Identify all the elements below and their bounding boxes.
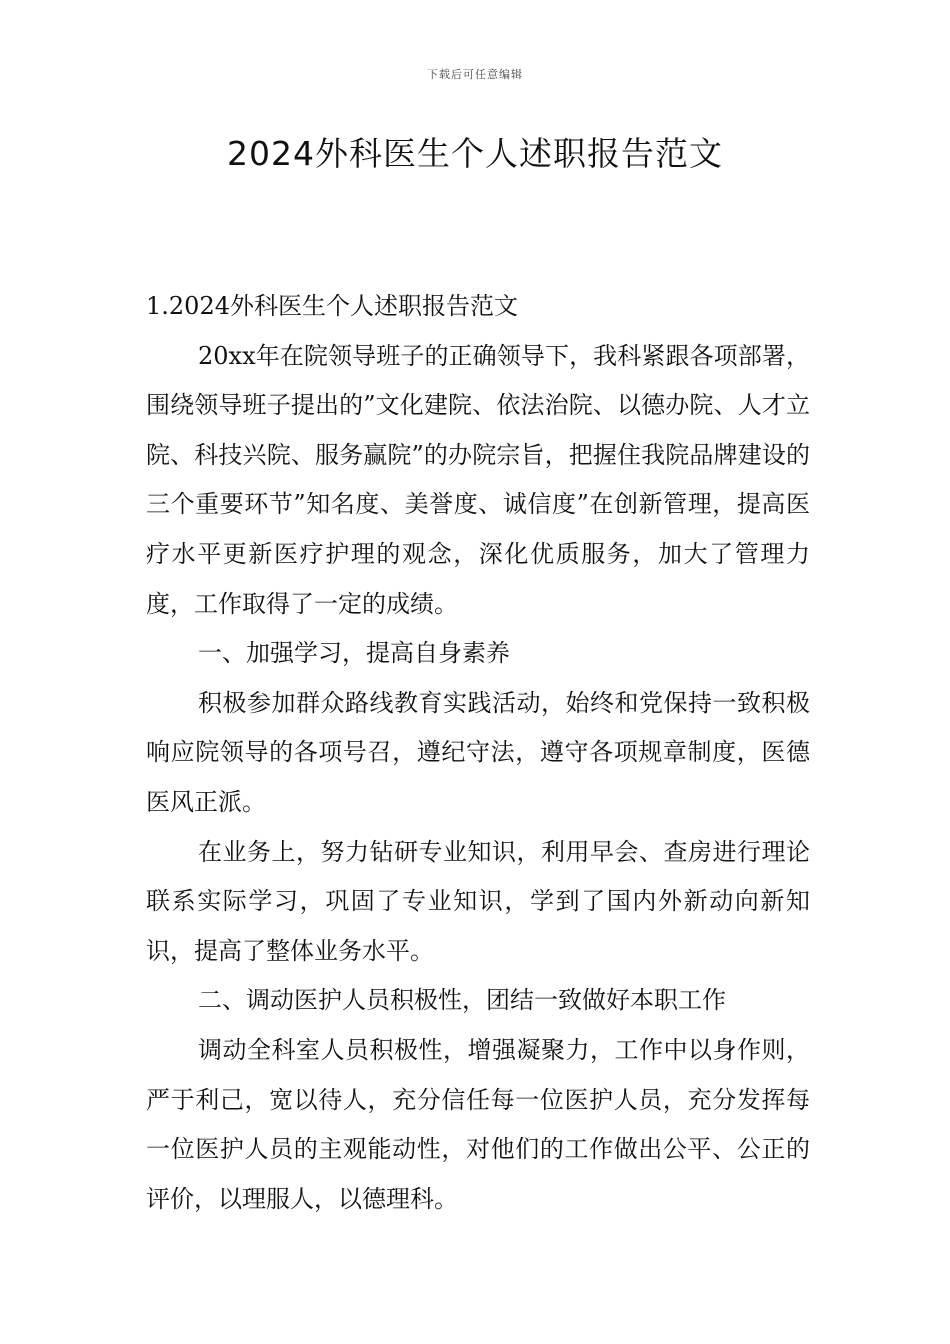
- subheading-study: 一、加强学习，提高自身素养: [198, 639, 510, 668]
- paragraph-study-1: 积极参加群众路线教育实践活动，始终和党保持一致积极响应院领导的各项号召，遵纪守法，遵守各项规章制度，医德医风正派。: [146, 688, 810, 816]
- section-heading: 1.2024外科医生个人述职报告范文: [146, 292, 518, 320]
- paragraph-study-2: 在业务上，努力钻研专业知识，利用早会、查房进行理论联系实际学习，巩固了专业知识，学到了国内外新动向新知识，提高了整体业务水平。: [146, 837, 810, 965]
- document-body: [146, 282, 810, 1224]
- subheading-teamwork: 二、调动医护人员积极性，团结一致做好本职工作: [198, 986, 726, 1015]
- document-title: 2024外科医生个人述职报告范文: [227, 134, 723, 173]
- paragraph-teamwork: 调动全科室人员积极性，增强凝聚力，工作中以身作则，严于利己，宽以待人，充分信任每一位医护人员，充分发挥每一位医护人员的主观能动性，对他们的工作做出公平、公正的评价，以理服人，以德理科。: [146, 1035, 810, 1213]
- paragraph-intro: 20xx年在院领导班子的正确领导下，我科紧跟各项部署，围绕领导班子提出的”文化建院、依法治院、以德办院、人才立院、科技兴院、服务赢院”的办院宗旨，把握住我院品牌建设的三个重要环节”知名度、美誉度、诚信度”在创新管理，提高医疗水平更新医疗护理的观念，深化优质服务，加大了管理力度，工作取得了一定的成绩。: [146, 341, 810, 618]
- header-note: 下载后可任意编辑: [427, 68, 523, 81]
